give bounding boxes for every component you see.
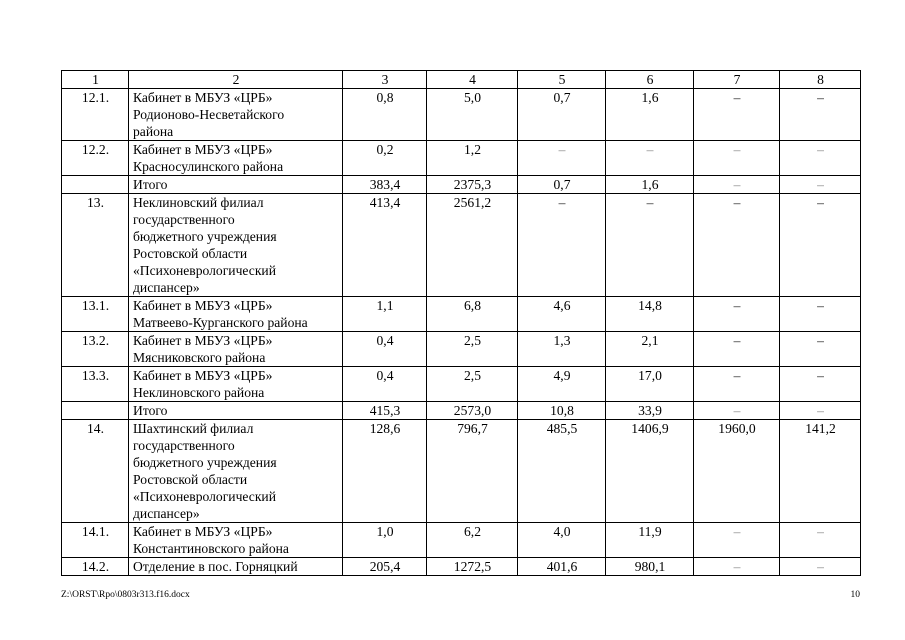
header-cell: 5 [518, 71, 606, 89]
value-cell-col-6: 2,1 [606, 332, 694, 367]
value-cell-col-4: 2375,3 [427, 176, 518, 194]
row-name-line: «Психоневрологический [133, 489, 276, 504]
value-cell-col-4: 6,2 [427, 523, 518, 558]
value-cell-col-8: – [780, 176, 861, 194]
value-cell-col-3: 383,4 [343, 176, 427, 194]
value-cell-col-6: 1,6 [606, 176, 694, 194]
row-name-line: диспансер» [133, 506, 200, 521]
header-cell: 6 [606, 71, 694, 89]
table-row [62, 367, 861, 402]
row-number-cell: 12.2. [62, 141, 129, 176]
value-cell-col-7: – [694, 89, 780, 141]
value-cell-col-6: 33,9 [606, 402, 694, 420]
table-row [62, 176, 861, 194]
value-cell-col-6: 980,1 [606, 558, 694, 576]
value-cell-col-5: 485,5 [518, 420, 606, 523]
value-cell-col-4: 2,5 [427, 332, 518, 367]
row-name-line: Красносулинского района [133, 159, 284, 174]
value-cell-col-4: 1,2 [427, 141, 518, 176]
header-cell: 3 [343, 71, 427, 89]
value-cell-col-3: 0,4 [343, 332, 427, 367]
value-cell-col-5: 4,9 [518, 367, 606, 402]
value-cell-col-4: 2561,2 [427, 194, 518, 297]
row-name-cell [129, 523, 343, 558]
row-name-cell [129, 332, 343, 367]
row-name-cell [129, 89, 343, 141]
value-cell-col-5: 1,3 [518, 332, 606, 367]
header-cell: 8 [780, 71, 861, 89]
value-cell-col-7: – [694, 176, 780, 194]
value-cell-col-5: 4,0 [518, 523, 606, 558]
value-cell-col-7: – [694, 367, 780, 402]
row-number-cell: 13.3. [62, 367, 129, 402]
row-name-line: Итого [133, 177, 168, 192]
table-row [62, 558, 861, 576]
value-cell-col-7: 1960,0 [694, 420, 780, 523]
value-cell-col-3: 0,8 [343, 89, 427, 141]
value-cell-col-6: 1406,9 [606, 420, 694, 523]
value-cell-col-6: 17,0 [606, 367, 694, 402]
row-name-cell [129, 297, 343, 332]
value-cell-col-5: 4,6 [518, 297, 606, 332]
table-row [62, 402, 861, 420]
value-cell-col-4: 5,0 [427, 89, 518, 141]
table-row [62, 89, 861, 141]
value-cell-col-4: 6,8 [427, 297, 518, 332]
row-name-line: Кабинет в МБУЗ «ЦРБ» [133, 298, 273, 313]
value-cell-col-7: – [694, 194, 780, 297]
value-cell-col-5: 401,6 [518, 558, 606, 576]
value-cell-col-4: 2573,0 [427, 402, 518, 420]
row-number-cell: 13. [62, 194, 129, 297]
value-cell-col-8: – [780, 367, 861, 402]
row-name-line: Неклиновского района [133, 385, 265, 400]
data-table [61, 70, 861, 576]
row-name-line: диспансер» [133, 280, 200, 295]
row-name-line: Кабинет в МБУЗ «ЦРБ» [133, 333, 273, 348]
row-name-line: бюджетного учреждения [133, 455, 277, 470]
row-name-cell [129, 558, 343, 576]
row-name-line: Кабинет в МБУЗ «ЦРБ» [133, 368, 273, 383]
value-cell-col-5: 10,8 [518, 402, 606, 420]
row-name-line: бюджетного учреждения [133, 229, 277, 244]
value-cell-col-8: 141,2 [780, 420, 861, 523]
table-row [62, 420, 861, 523]
header-cell: 2 [129, 71, 343, 89]
value-cell-col-8: – [780, 194, 861, 297]
value-cell-col-8: – [780, 332, 861, 367]
row-name-line: Кабинет в МБУЗ «ЦРБ» [133, 142, 273, 157]
value-cell-col-5: – [518, 194, 606, 297]
header-cell: 7 [694, 71, 780, 89]
value-cell-col-6: 11,9 [606, 523, 694, 558]
value-cell-col-7: – [694, 297, 780, 332]
row-name-cell [129, 176, 343, 194]
row-number-cell [62, 176, 129, 194]
row-name-line: Ростовской области [133, 472, 248, 487]
row-number-cell: 12.1. [62, 89, 129, 141]
row-name-line: государственного [133, 212, 235, 227]
row-number-cell: 14.1. [62, 523, 129, 558]
table-row [62, 523, 861, 558]
row-name-cell [129, 420, 343, 523]
value-cell-col-5: 0,7 [518, 89, 606, 141]
value-cell-col-3: 0,2 [343, 141, 427, 176]
row-name-line: Матвеево-Курганского района [133, 315, 308, 330]
value-cell-col-8: – [780, 297, 861, 332]
row-number-cell: 14.2. [62, 558, 129, 576]
value-cell-col-8: – [780, 89, 861, 141]
table-row [62, 297, 861, 332]
row-name-line: Константиновского района [133, 541, 289, 556]
row-name-line: государственного [133, 438, 235, 453]
value-cell-col-3: 415,3 [343, 402, 427, 420]
value-cell-col-6: 14,8 [606, 297, 694, 332]
row-name-line: Родионово-Несветайского [133, 107, 285, 122]
value-cell-col-6: – [606, 194, 694, 297]
value-cell-col-7: – [694, 523, 780, 558]
row-name-cell [129, 367, 343, 402]
value-cell-col-4: 796,7 [427, 420, 518, 523]
value-cell-col-7: – [694, 558, 780, 576]
row-name-cell [129, 402, 343, 420]
row-number-cell: 14. [62, 420, 129, 523]
table-row [62, 332, 861, 367]
row-name-line: Отделение в пос. Горняцкий [133, 559, 298, 574]
row-name-line: Неклиновский филиал [133, 195, 264, 210]
row-name-line: «Психоневрологический [133, 263, 276, 278]
value-cell-col-7: – [694, 141, 780, 176]
table-body [62, 71, 861, 576]
table-row [62, 194, 861, 297]
value-cell-col-5: 0,7 [518, 176, 606, 194]
footer-page-number: 10 [850, 590, 860, 600]
row-name-line: Кабинет в МБУЗ «ЦРБ» [133, 90, 273, 105]
value-cell-col-4: 2,5 [427, 367, 518, 402]
value-cell-col-7: – [694, 402, 780, 420]
value-cell-col-6: – [606, 141, 694, 176]
value-cell-col-3: 205,4 [343, 558, 427, 576]
row-name-line: Ростовской области [133, 246, 248, 261]
table-row [62, 141, 861, 176]
row-number-cell: 13.2. [62, 332, 129, 367]
value-cell-col-8: – [780, 523, 861, 558]
value-cell-col-3: 128,6 [343, 420, 427, 523]
value-cell-col-8: – [780, 141, 861, 176]
value-cell-col-5: – [518, 141, 606, 176]
row-name-line: Кабинет в МБУЗ «ЦРБ» [133, 524, 273, 539]
value-cell-col-3: 413,4 [343, 194, 427, 297]
header-cell: 4 [427, 71, 518, 89]
row-name-cell [129, 141, 343, 176]
row-number-cell: 13.1. [62, 297, 129, 332]
value-cell-col-8: – [780, 558, 861, 576]
header-cell: 1 [62, 71, 129, 89]
row-name-line: района [133, 124, 174, 139]
table-header-row [62, 71, 861, 89]
row-name-line: Шахтинский филиал [133, 421, 254, 436]
row-name-line: Мясниковского района [133, 350, 266, 365]
value-cell-col-3: 0,4 [343, 367, 427, 402]
value-cell-col-7: – [694, 332, 780, 367]
value-cell-col-3: 1,0 [343, 523, 427, 558]
value-cell-col-3: 1,1 [343, 297, 427, 332]
value-cell-col-6: 1,6 [606, 89, 694, 141]
value-cell-col-4: 1272,5 [427, 558, 518, 576]
value-cell-col-8: – [780, 402, 861, 420]
row-name-line: Итого [133, 403, 168, 418]
footer-file-path: Z:\ORST\Rpo\0803r313.f16.docx [61, 590, 190, 600]
row-name-cell [129, 194, 343, 297]
row-number-cell [62, 402, 129, 420]
